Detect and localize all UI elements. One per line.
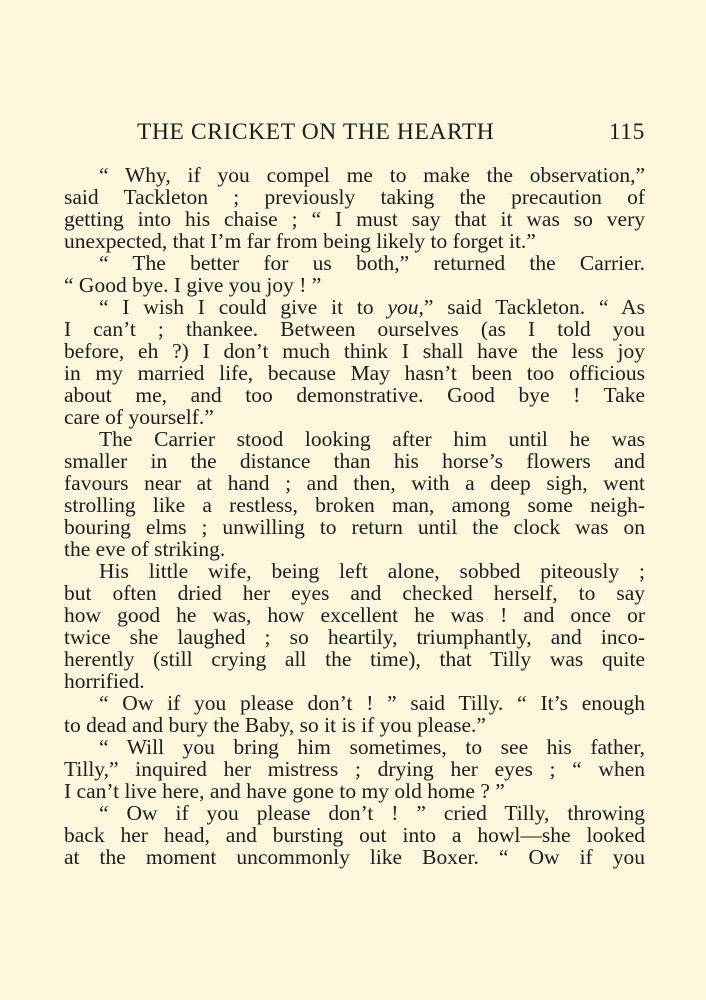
text-line: but often dried her eyes and checked herself, to say: [64, 581, 645, 605]
text-line: in my married life, because May hasn’t been too officious: [64, 361, 645, 385]
text-line: unexpected, that I’m far from being likely to forget it.”: [64, 229, 536, 253]
text-line: His little wife, being left alone, sobbed piteously ;: [99, 559, 645, 583]
text-line: back her head, and bursting out into a howl—she looked: [64, 823, 645, 847]
text-line: at the moment uncommonly like Boxer. “ Ow if you: [64, 845, 645, 869]
text-line: The Carrier stood looking after him until he was: [99, 427, 645, 451]
text-line: said Tackleton ; previously taking the precaution of: [64, 185, 645, 209]
text-line: getting into his chaise ; “ I must say that it was so very: [64, 207, 645, 231]
text-line: herently (still crying all the time), that Tilly was quite: [64, 647, 645, 671]
body-text: [64, 164, 645, 868]
text-line: how good he was, how excellent he was ! and once or: [64, 603, 645, 627]
text-line: “ Good bye. I give you joy ! ”: [64, 273, 322, 297]
text-line: I can’t live here, and have gone to my old home ? ”: [64, 779, 505, 803]
text-line: “ The better for us both,” returned the Carrier.: [99, 251, 645, 275]
text-line: before, eh ?) I don’t much think I shall have the less joy: [64, 339, 645, 363]
running-head-title: THE CRICKET ON THE HEARTH: [137, 119, 495, 145]
text-line: about me, and too demonstrative. Good bye ! Take: [64, 383, 645, 407]
text-line: twice she laughed ; so heartily, triumphantly, and inco-: [64, 625, 645, 649]
text-line: strolling like a restless, broken man, among some neigh-: [64, 493, 645, 517]
text-line: “ Why, if you compel me to make the observation,”: [99, 163, 645, 187]
text-line: to dead and bury the Baby, so it is if you please.”: [64, 713, 486, 737]
text-line: “ Ow if you please don’t ! ” cried Tilly, throwing: [99, 801, 645, 825]
italic-word: you: [387, 295, 419, 319]
page-number: 115: [608, 119, 645, 145]
text-line: care of yourself.”: [64, 405, 214, 429]
text-line: I can’t ; thankee. Between ourselves (as I told you: [64, 317, 645, 341]
text-line: bouring elms ; unwilling to return until the clock was on: [64, 515, 645, 539]
text-line: [64, 296, 645, 318]
text-line: horrified.: [64, 669, 145, 693]
text-segment: “ I wish I could give it to: [99, 295, 388, 319]
text-line: the eve of striking.: [64, 537, 226, 561]
text-line: favours near at hand ; and then, with a deep sigh, went: [64, 471, 645, 495]
text-line: smaller in the distance than his horse’s flowers and: [64, 449, 645, 473]
text-line: “ Will you bring him sometimes, to see his father,: [99, 735, 645, 759]
text-line: Tilly,” inquired her mistress ; drying her eyes ; “ when: [64, 757, 645, 781]
running-head: [137, 119, 645, 151]
text-line: “ Ow if you please don’t ! ” said Tilly. “ It’s enough: [99, 691, 645, 715]
text-segment: ,” said Tackleton. “ As: [418, 295, 645, 319]
